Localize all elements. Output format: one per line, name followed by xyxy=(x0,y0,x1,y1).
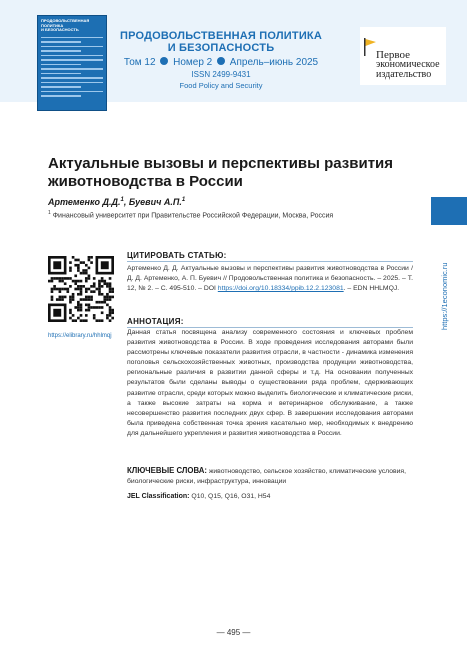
abstract-heading: АННОТАЦИЯ: xyxy=(127,317,184,326)
flag-logo-icon xyxy=(363,38,377,56)
affiliation: $^1$ Финансовый университет при Правительстве Российской Федерации, Москва, Россия xyxy=(48,210,334,220)
keywords-label: КЛЮЧЕВЫЕ СЛОВА: xyxy=(127,466,207,475)
article-title: Актуальные вызовы и перспективы развития животноводства в России xyxy=(48,155,394,190)
journal-cover-image: ПРОДОВОЛЬСТВЕННАЯ ПОЛИТИКА И БЕЗОПАСНОСТЬ xyxy=(37,15,107,111)
bullet-icon xyxy=(160,57,168,65)
issue-info xyxy=(116,57,326,68)
journal-title: ПРОДОВОЛЬСТВЕННАЯ ПОЛИТИКА И БЕЗОПАСНОСТЬ xyxy=(120,30,322,54)
abstract-text: Данная статья посвящена анализу современного состояния и ключевых проблем развития животноводства в России. В ходе проведения исследования авторами были рассмотрены ключевые показатели развития отрасли, в частности - динамика изменения поголовья сельскохозяйственных животных, производства продукции животноводства, региональные различия в развитии данной сферы и т.д. На основании полученных результатов были сделаны выводы о существовании ряда проблем, сдерживающих развитие отрасли, среди которых можно выделить биологические и климатические риски, а также высокие затраты на корма и ветеринарное обслуживание, а также несовершенство развития последних двух сфер. В завершении исследования авторами была приведена собственная точка зрения касательно мер, необходимых к внедрению для дальнейшего укрепления и развития животноводства в России. xyxy=(127,329,413,437)
cite-heading: ЦИТИРОВАТЬ СТАТЬЮ: xyxy=(127,251,227,260)
authors: Артеменко Д.Д.$^1$, Буевич А.П.$^1$ xyxy=(48,197,186,207)
issue-number: Номер 2 xyxy=(173,57,213,68)
jel-label: JEL Classification: xyxy=(127,493,190,500)
divider xyxy=(127,261,413,262)
bullet-icon xyxy=(217,57,225,65)
jel-classification xyxy=(127,493,270,500)
journal-title-en: Food Policy and Security xyxy=(179,81,263,90)
doi-link[interactable]: https://doi.org/10.18334/ppib.12.2.123081 xyxy=(217,285,344,293)
author-2: Буевич А.П. xyxy=(128,197,182,207)
cite-text: Артеменко Д. Д. Актуальные вызовы и перспективы развития животноводства в России / Д. Д. Артеменко, А. П. Буевич // Продовольственная политика и безопасность. – 2025. – Т. 12, № 2. – С. 495-510. – DOI https://doi.org/10.18334/ppib.12.2.123081. – EDN HHLMQJ. xyxy=(127,265,413,293)
issn: ISSN 2499-9431 xyxy=(191,70,251,79)
keywords xyxy=(127,466,413,487)
volume: Том 12 xyxy=(123,57,156,68)
side-url-link[interactable]: https://1economic.ru xyxy=(440,262,449,330)
side-tab xyxy=(431,197,467,225)
author-1: Артеменко Д.Д. xyxy=(48,197,121,207)
issue-period: Апрель–июнь 2025 xyxy=(229,57,319,68)
qr-url-link[interactable]: https://elibrary.ru/hhlmqj xyxy=(48,333,112,339)
jel-codes: Q10, Q15, Q16, O31, H54 xyxy=(191,493,271,500)
keywords-text: животноводство, сельское хозяйство, климатические условия, биологические риски, инфраструктура, инновации xyxy=(127,468,406,486)
qr-code[interactable] xyxy=(48,256,114,322)
publisher-name: Первое экономическое издательство xyxy=(376,49,440,80)
page-number: — 495 — xyxy=(216,628,251,637)
